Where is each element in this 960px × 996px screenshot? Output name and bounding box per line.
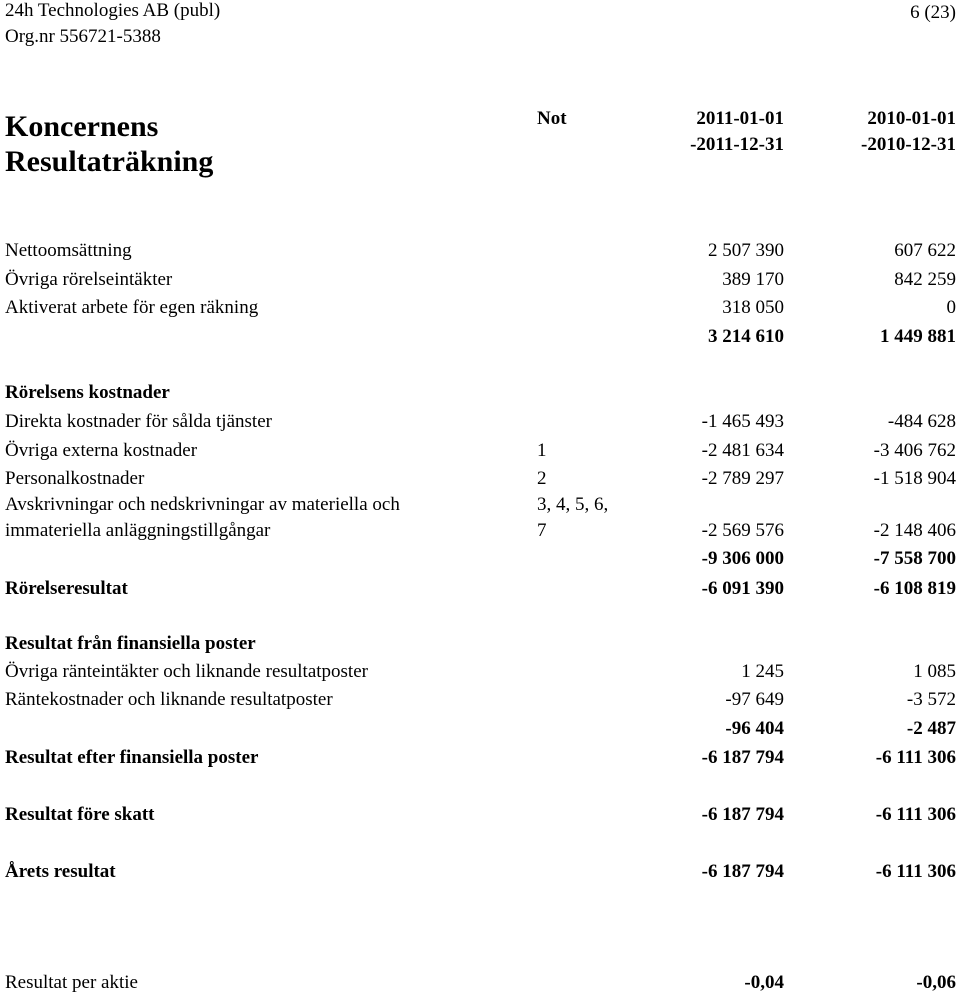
- row-value-2011: 318 050: [722, 297, 784, 318]
- row-label-fore-skatt: Resultat före skatt: [5, 804, 155, 825]
- subtotal-kostnader-2010: -7 558 700: [873, 548, 956, 569]
- row-value-2010: -6 111 306: [875, 747, 956, 768]
- row-value-2010: -2 148 406: [873, 520, 956, 541]
- row-label-aktiverat: Aktiverat arbete för egen räkning: [5, 297, 259, 318]
- row-label-ovriga-intakter: Övriga rörelseintäkter: [5, 269, 173, 290]
- row-label-ranteintakter: Övriga ränteintäkter och liknande resultatposter: [5, 661, 368, 682]
- page-number: 6 (23): [910, 2, 956, 23]
- subtotal-finansiella-2011: -96 404: [725, 718, 784, 739]
- row-value-2011: -0,04: [744, 972, 784, 993]
- column-header-not: Not: [537, 108, 567, 129]
- section-heading-finansiella: Resultat från finansiella poster: [5, 633, 256, 654]
- company-name: 24h Technologies AB (publ): [5, 0, 221, 21]
- row-value-2010: 842 259: [894, 269, 956, 290]
- row-value-2010: -0,06: [916, 972, 956, 993]
- row-note-line2: 7: [537, 520, 547, 541]
- row-value-2010: -3 572: [906, 689, 956, 710]
- row-label-arets-resultat: Årets resultat: [5, 861, 116, 882]
- row-label-direkta: Direkta kostnader för sålda tjänster: [5, 411, 272, 432]
- column-header-period1-start: 2011-01-01: [696, 108, 784, 129]
- row-label-externa: Övriga externa kostnader: [5, 440, 198, 461]
- row-note: 2: [537, 468, 547, 489]
- row-value-2010: 607 622: [894, 240, 956, 261]
- row-value-2011: -6 187 794: [701, 804, 784, 825]
- row-value-2010: -6 108 819: [873, 578, 956, 599]
- row-label-avskrivningar-line2: immateriella anläggningstillgångar: [5, 520, 271, 541]
- row-value-2011: -1 465 493: [701, 411, 784, 432]
- subtotal-intakter-2011: 3 214 610: [708, 326, 784, 347]
- column-header-period2-end: -2010-12-31: [861, 134, 956, 155]
- row-value-2011: -2 481 634: [701, 440, 784, 461]
- row-value-2011: -6 187 794: [701, 861, 784, 882]
- row-value-2010: -3 406 762: [873, 440, 956, 461]
- org-number: Org.nr 556721-5388: [5, 26, 161, 47]
- row-value-2011: -2 789 297: [701, 468, 784, 489]
- row-label-nettoomsattning: Nettoomsättning: [5, 240, 132, 261]
- row-value-2010: -6 111 306: [875, 804, 956, 825]
- row-label-per-aktie: Resultat per aktie: [5, 972, 138, 993]
- row-value-2010: -6 111 306: [875, 861, 956, 882]
- section-heading-rorelsens-kostnader: Rörelsens kostnader: [5, 382, 170, 403]
- subtotal-kostnader-2011: -9 306 000: [701, 548, 784, 569]
- row-label-rorelseresultat: Rörelseresultat: [5, 578, 128, 599]
- row-value-2011: 389 170: [722, 269, 784, 290]
- row-label-avskrivningar-line1: Avskrivningar och nedskrivningar av materiella och: [5, 494, 400, 515]
- title-line-2: Resultaträkning: [5, 145, 214, 178]
- row-value-2011: 1 245: [741, 661, 784, 682]
- subtotal-intakter-2010: 1 449 881: [880, 326, 956, 347]
- row-value-2011: -6 091 390: [701, 578, 784, 599]
- row-label-efter-finansiella: Resultat efter finansiella poster: [5, 747, 259, 768]
- column-header-period1-end: -2011-12-31: [690, 134, 784, 155]
- subtotal-finansiella-2010: -2 487: [906, 718, 956, 739]
- row-label-personal: Personalkostnader: [5, 468, 145, 489]
- title-line-1: Koncernens: [5, 110, 159, 143]
- row-value-2010: 1 085: [913, 661, 956, 682]
- row-value-2011: -97 649: [725, 689, 784, 710]
- row-value-2010: 0: [946, 297, 956, 318]
- row-value-2010: -484 628: [887, 411, 956, 432]
- row-value-2011: -6 187 794: [701, 747, 784, 768]
- row-value-2010: -1 518 904: [873, 468, 956, 489]
- row-note: 1: [537, 440, 547, 461]
- row-label-rantekostnader: Räntekostnader och liknande resultatposter: [5, 689, 333, 710]
- row-note-line1: 3, 4, 5, 6,: [537, 494, 609, 515]
- column-header-period2-start: 2010-01-01: [867, 108, 956, 129]
- row-value-2011: 2 507 390: [708, 240, 784, 261]
- row-value-2011: -2 569 576: [701, 520, 784, 541]
